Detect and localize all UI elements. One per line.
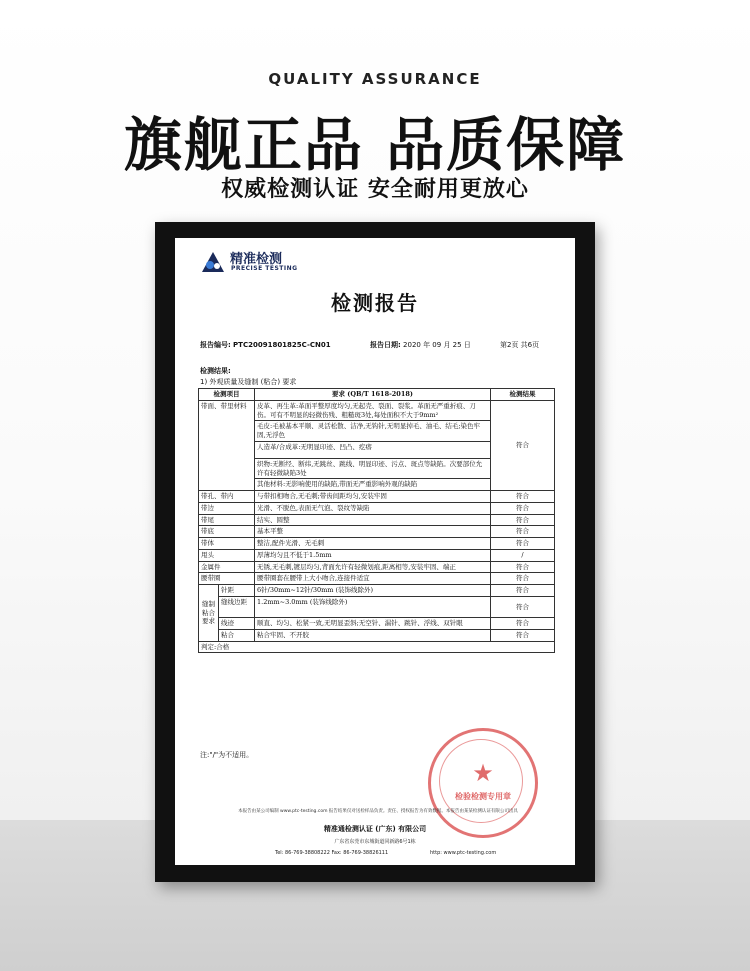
table-row [199,629,555,641]
table-row [199,538,555,550]
table-row [199,491,555,503]
report-title: 检测报告 [331,291,419,315]
cell-requirement: 整洁,配件光滑、无毛刺 [255,538,491,550]
cell-result: 符合 [491,561,555,573]
cell-item: 带孔、带内 [199,491,255,503]
table-row [199,400,555,421]
report-date-value: 2020 年 09 月 25 日 [403,341,471,349]
cell-requirement: 人造革/合成革:无明显印迹、凹凸、疙瘩 [255,441,491,458]
cell-result: 符合 [491,597,555,618]
cell-result: 符合 [491,618,555,630]
cell-requirement: 结实、圆整 [255,514,491,526]
report-note: 注:"/"为不适用。 [200,751,254,759]
cell-result: 符合 [491,400,555,490]
cell-item: 针距 [219,585,255,597]
cell-item: 带尾 [199,514,255,526]
table-row [199,597,555,618]
table-header-row [199,389,555,401]
cell-item: 线迹 [219,618,255,630]
cell-requirement: 基本平整 [255,526,491,538]
logo-text-en: PRECISE TESTING [231,265,298,272]
cell-requirement: 与带扣相吻合,无毛刺;带齿间距均匀,安装牢固 [255,491,491,503]
cell-requirement: 皮革、再生革:革面平整厚度均匀,无起壳、裂面、裂浆。革面无严重折痕、刀伤。可有不明显的轻微伤残、粗糙斑3处,每处面积不大于9mm² [255,400,491,421]
cell-item: 带面、带里材料 [199,400,255,490]
footer-company: 精准通检测认证 (广东) 有限公司 [323,825,427,833]
cell-item: 带底 [199,526,255,538]
cell-requirement: 粘合牢固、不开胶 [255,629,491,641]
cell-result: 符合 [491,585,555,597]
footer-address: 广东省东莞市东城街道同新路6号1栋 [334,839,416,845]
seal-text: 检验检测专用章 [455,792,511,801]
header-item: 检测项目 [199,389,255,401]
results-title: 检测结果: [200,367,231,375]
cell-requirement: 其他材料:无影响使用的缺陷,带面无严重影响外观的缺陷 [255,479,491,491]
header-title: 旗舰正品 品质保障 [123,111,627,179]
cell-result: 符合 [491,629,555,641]
cell-requirement: 毛皮:毛被基本平顺、灵活松散、洁净,无钩针,无明显掉毛、油毛、结毛;染色牢固,无浮色 [255,421,491,442]
report-date-label: 报告日期: [370,341,401,349]
cell-item: 带体 [199,538,255,550]
table-row [199,549,555,561]
cell-item: 带边 [199,502,255,514]
report-number [200,340,331,350]
cell-result: 符合 [491,526,555,538]
cell-verdict: 判定:合格 [199,641,555,653]
header-result: 检测结果 [491,389,555,401]
cell-requirement: 光滑、不脱色,表面无气泡、裂纹等缺陷 [255,502,491,514]
table-row [199,573,555,585]
cell-requirement: 腰带圈套在腰带上大小吻合,连接件适宜 [255,573,491,585]
report-number-value: PTC20091801825C-CN01 [233,341,331,349]
cell-item: 缝线边距 [219,597,255,618]
cell-item: 腰带圈 [199,573,255,585]
logo-text-cn: 精准检测 [230,252,283,267]
cell-result: 符合 [491,491,555,503]
cell-result: 符合 [491,514,555,526]
cell-result: 符合 [491,502,555,514]
report-page-info: 第2页 共6页 [500,341,540,349]
table-row [199,502,555,514]
cell-result: 符合 [491,573,555,585]
cell-item: 甩头 [199,549,255,561]
table-row [199,618,555,630]
table-row [199,585,555,597]
footer-disclaimer: 本报告由某公司编制 www.ptc-testing.com 报告结果仅对送检样品负责。责任、授权报告为有效数据。本报告由某某检测认证有限公司出具 [238,809,518,814]
cell-requirement: 织物:无断经、断纬,无跳丝、跳线、明显印迹、污点、斑点等缺陷。次要部位允许有轻微缺陷3处 [255,458,491,479]
logo-mark-icon [200,250,226,274]
cell-requirement: 顺直、均匀、松紧一致,无明显歪斜;无空针、漏针、跳针、浮线、双针眼 [255,618,491,630]
report-number-label: 报告编号: [200,341,231,349]
cell-item: 粘合 [219,629,255,641]
results-table [198,388,555,653]
official-seal [428,728,538,838]
header-requirement: 要求 (QB/T 1618-2018) [255,389,491,401]
table-row [199,561,555,573]
cell-item-group: 缝制粘合要求 [199,585,219,641]
header-tagline: 权威检测认证 安全耐用更放心 [221,176,529,202]
cell-result: / [491,549,555,561]
results-subtitle: 1) 外观质量及缝制 (粘合) 要求 [200,378,297,386]
cell-result: 符合 [491,538,555,550]
footer-tel: Tel: 86-769-38808222 Fax: 86-769-38826111 [275,850,389,856]
cell-requirement: 6针/30mm~12针/30mm (装饰线除外) [255,585,491,597]
cell-requirement: 厚薄均匀且不低于1.5mm [255,549,491,561]
company-logo [200,248,340,278]
cell-requirement: 1.2mm~3.0mm (装饰线除外) [255,597,491,618]
report-date [370,340,471,350]
cell-requirement: 无锈,无毛刺,镀层均匀,背面允许有轻微划痕,距离相等,安装牢固、端正 [255,561,491,573]
seal-star-icon: ★ [472,759,494,787]
footer-web: http: www.ptc-testing.com [430,850,497,856]
cell-item: 金属件 [199,561,255,573]
table-row [199,526,555,538]
table-row [199,514,555,526]
table-row-verdict [199,641,555,653]
header-subtitle-en: QUALITY ASSURANCE [268,70,482,88]
